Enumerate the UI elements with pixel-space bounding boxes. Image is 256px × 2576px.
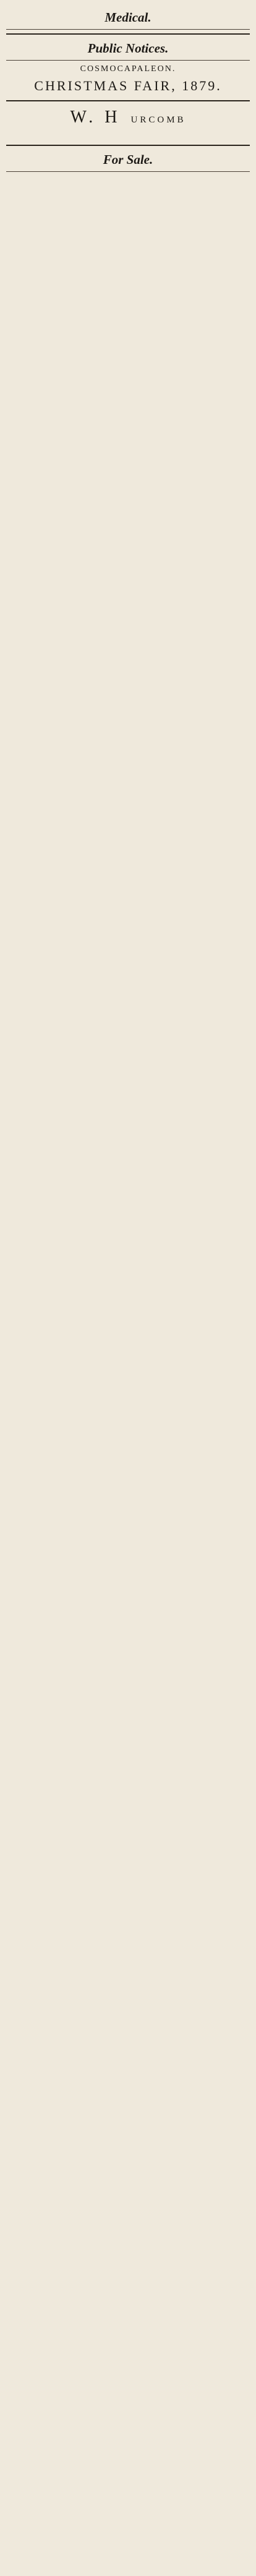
section-header-for-sale: For Sale. — [103, 152, 153, 167]
divider — [6, 60, 250, 61]
hurcomb-lots — [6, 134, 250, 141]
divider — [6, 100, 250, 101]
divider — [6, 171, 250, 172]
divider — [6, 29, 250, 30]
section-header-public-notices: Public Notices. — [87, 41, 169, 56]
hurcomb-title-right: URCOMB — [130, 115, 186, 125]
christmas-fair-heading: CHRISTMAS FAIR, 1879. — [34, 78, 222, 93]
divider — [6, 33, 250, 35]
cosmo-title: COSMOCAPALEON. — [80, 64, 176, 74]
hurcomb-advert-title — [6, 108, 250, 127]
section-header-medical: Medical. — [105, 10, 151, 25]
hurcomb-title-left: W. H — [70, 108, 121, 127]
divider — [6, 145, 250, 146]
spacer — [6, 176, 250, 184]
